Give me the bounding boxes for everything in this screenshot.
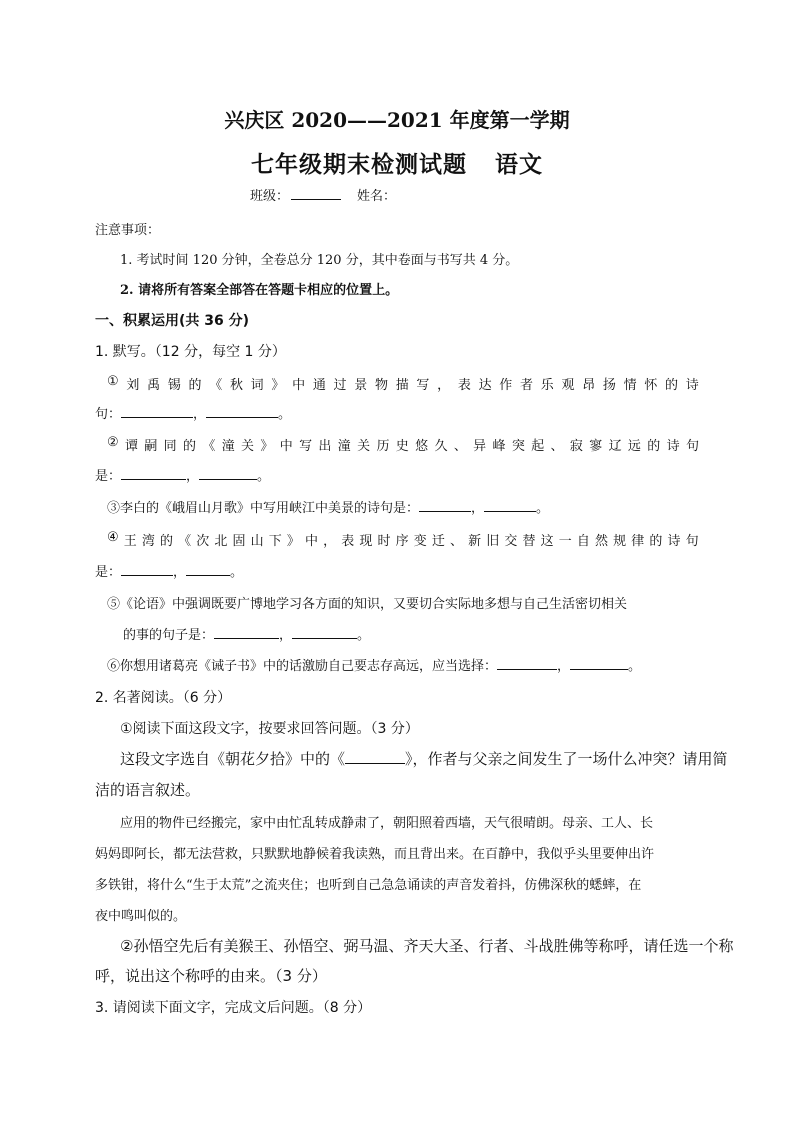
justified-char: 情	[623, 378, 637, 393]
question-2-label: 2. 名著阅读。（6 分）	[95, 690, 232, 706]
justified-char: 下	[268, 534, 282, 549]
justified-char: 的	[665, 378, 679, 393]
q2-sub-1-question: 这段文字选自《朝花夕拾》中的《 》，作者与父亲之间发生了一场什么冲突？请用简	[120, 750, 728, 768]
justified-char: 起	[531, 439, 545, 454]
justified-char: 迁	[431, 534, 445, 549]
justified-char: 的	[649, 534, 663, 549]
justified-char: 诗	[685, 378, 699, 393]
q1-item-1-answer: 句： ， 。	[95, 407, 292, 422]
justified-char: 诗	[666, 439, 680, 454]
justified-char: 潼	[221, 439, 235, 454]
name-label: 姓名：	[357, 189, 397, 204]
question-1-label: 1. 默写。（12 分，每空 1 分）	[95, 344, 286, 360]
justified-char: 序	[395, 534, 409, 549]
justified-char: 《	[178, 534, 192, 549]
exam-title-grade: 七年级期末检测试题	[251, 151, 467, 178]
justified-char: 固	[232, 534, 246, 549]
question-3-label: 3. 请阅读下面文字，完成文后问题。（8 分）	[95, 1000, 372, 1016]
justified-char: 通	[312, 378, 326, 393]
justified-char: 写	[416, 378, 430, 393]
section-1-heading: 一、积累运用(共 36 分)	[95, 313, 250, 329]
justified-char: 观	[561, 378, 575, 393]
exam-title-subject: 语文	[495, 151, 543, 178]
justified-char: 旧	[486, 534, 500, 549]
q1-6-blank-b[interactable]	[570, 657, 628, 670]
justified-char: ①	[107, 374, 119, 389]
justified-char: 句	[685, 534, 699, 549]
justified-char: 描	[395, 378, 409, 393]
passage-line-3: 多铁钳，将什么“生于太荒”之流夹住；也听到自己急急诵读的声音发着抖，仿佛深秋的蟋蟀，在	[95, 878, 642, 893]
justified-char: 《	[202, 439, 216, 454]
justified-char: 久	[434, 439, 448, 454]
justified-char: 达	[478, 378, 492, 393]
q2-sub-1-question-cont: 洁的语言叙述。	[95, 781, 201, 799]
q1-5-blank-a[interactable]	[214, 626, 279, 639]
justified-char: 、	[550, 439, 564, 454]
justified-char: 表	[341, 534, 355, 549]
justified-char: 嗣	[144, 439, 158, 454]
justified-char: 关	[241, 439, 255, 454]
q1-4-blank-b[interactable]	[186, 563, 230, 576]
justified-char: 史	[395, 439, 409, 454]
justified-char: 规	[613, 534, 627, 549]
justified-char: 峰	[492, 439, 506, 454]
justified-char: 王	[123, 534, 137, 549]
justified-char: 远	[627, 439, 641, 454]
q1-item-2-answer: 是： ， 。	[95, 469, 271, 484]
justified-char: 关	[357, 439, 371, 454]
justified-char: 、	[453, 439, 467, 454]
justified-char: 、	[450, 534, 464, 549]
justified-char: 秋	[229, 378, 243, 393]
q1-4-blank-a[interactable]	[121, 563, 173, 576]
justified-char: 刘	[126, 378, 140, 393]
q2-sub-2-cont: 呼，说出这个称呼的由来。（3 分）	[95, 967, 327, 985]
justified-char: 的	[160, 534, 174, 549]
justified-char: 一	[558, 534, 572, 549]
passage-line-1: 应用的物件已经搬完，家中由忙乱转成静肃了，朝阳照着西墙，天气很晴朗。母亲、工人、长	[120, 816, 654, 831]
notice-heading: 注意事项：	[95, 223, 161, 238]
exam-title-line2	[0, 146, 794, 179]
justified-char: 乐	[540, 378, 554, 393]
justified-char: 句	[685, 439, 699, 454]
justified-char: 这	[540, 534, 554, 549]
justified-char: 者	[520, 378, 534, 393]
justified-char: 物	[374, 378, 388, 393]
justified-char: 寥	[589, 439, 603, 454]
justified-char: 扬	[602, 378, 616, 393]
justified-char: 变	[413, 534, 427, 549]
justified-char: 中	[292, 378, 306, 393]
justified-char: 替	[522, 534, 536, 549]
q1-item-5-answer: 的事的句子是： ， 。	[123, 628, 371, 643]
justified-char: 谭	[124, 439, 138, 454]
justified-char: 诗	[667, 534, 681, 549]
passage-line-2: 妈妈即阿长，都无法营救，只默默地静候着我读熟，而且背出来。在百静中，我似乎头里要伸出许	[95, 847, 655, 862]
q1-item-3: ③李白的《峨眉山月歌》中写用峡江中美景的诗句是： ， 。	[107, 501, 550, 516]
justified-char: 作	[499, 378, 513, 393]
q1-item-5-line: ⑤《论语》中强调既要广博地学习各方面的知识，又要切合实际地多想与自己生活密切相关	[107, 597, 628, 612]
justified-char: 寂	[569, 439, 583, 454]
justified-char: 的	[647, 439, 661, 454]
justified-char: 过	[333, 378, 347, 393]
justified-char: 词	[250, 378, 264, 393]
justified-char: 》	[260, 439, 274, 454]
justified-char: 历	[376, 439, 390, 454]
justified-char: ②	[107, 435, 119, 450]
class-label: 班级：	[250, 189, 290, 204]
justified-char: 律	[631, 534, 645, 549]
q1-6-blank-a[interactable]	[497, 657, 557, 670]
justified-char: 北	[214, 534, 228, 549]
justified-char: 《	[209, 378, 223, 393]
justified-char: 次	[196, 534, 210, 549]
exam-title-line1: 兴庆区 2020——2021 年度第一学期	[224, 108, 570, 132]
justified-char: 现	[359, 534, 373, 549]
justified-char: 锡	[167, 378, 181, 393]
justified-char: 突	[511, 439, 525, 454]
justified-char: ，	[323, 534, 337, 549]
justified-char: 悠	[415, 439, 429, 454]
justified-char: 潼	[337, 439, 351, 454]
justified-char: 异	[473, 439, 487, 454]
justified-char: 山	[250, 534, 264, 549]
notice-item-1: 1. 考试时间 120 分钟，全卷总分 120 分，其中卷面与书写共 4 分。	[120, 253, 519, 268]
justified-char: 》	[271, 378, 285, 393]
justified-char: 怀	[644, 378, 658, 393]
passage-line-4: 夜中鸣叫似的。	[95, 909, 187, 924]
justified-char: 出	[318, 439, 332, 454]
q1-3-blank-b[interactable]	[484, 499, 536, 512]
justified-char: 的	[188, 378, 202, 393]
justified-char: 中	[305, 534, 319, 549]
justified-char: 同	[163, 439, 177, 454]
class-blank[interactable]	[291, 187, 341, 200]
justified-char: 时	[377, 534, 391, 549]
q1-item-6: ⑥你想用诸葛亮《诫子书》中的话激励自己要志存高远，应当选择： ， 。	[107, 659, 642, 674]
q1-2-blank-a[interactable]	[121, 467, 186, 480]
q1-3-blank-a[interactable]	[419, 499, 471, 512]
q1-item-4-answer: 是： ， 。	[95, 565, 244, 580]
justified-char: 然	[595, 534, 609, 549]
justified-char: 中	[279, 439, 293, 454]
q1-item-4-line	[107, 530, 699, 549]
justified-char: 禹	[147, 378, 161, 393]
justified-char: 表	[457, 378, 471, 393]
justified-char: 景	[354, 378, 368, 393]
justified-char: 自	[576, 534, 590, 549]
justified-char: 》	[286, 534, 300, 549]
q1-2-blank-b[interactable]	[199, 467, 257, 480]
q1-1-blank-a[interactable]	[121, 405, 193, 418]
q2-sub-1: ①阅读下面这段文字，按要求回答问题。（3 分）	[120, 721, 419, 737]
justified-char: 的	[183, 439, 197, 454]
q1-item-1-line	[107, 374, 699, 393]
q1-1-blank-b[interactable]	[206, 405, 278, 418]
justified-char: 写	[299, 439, 313, 454]
justified-char: 交	[504, 534, 518, 549]
justified-char: 辽	[608, 439, 622, 454]
justified-char: ，	[437, 378, 451, 393]
student-info-line	[250, 185, 396, 204]
justified-char: 昂	[582, 378, 596, 393]
q2-title-blank[interactable]	[345, 751, 405, 764]
justified-char: 湾	[141, 534, 155, 549]
q1-5-blank-b[interactable]	[292, 626, 357, 639]
q2-sub-2: ②孙悟空先后有美猴王、孙悟空、弼马温、齐天大圣、行者、斗战胜佛等称呼，请任选一个称	[120, 937, 734, 955]
justified-char: 新	[468, 534, 482, 549]
justified-char: ④	[107, 530, 119, 545]
q1-item-2-line	[107, 435, 699, 454]
notice-item-2: 2. 请将所有答案全部答在答题卡相应的位置上。	[120, 283, 399, 298]
